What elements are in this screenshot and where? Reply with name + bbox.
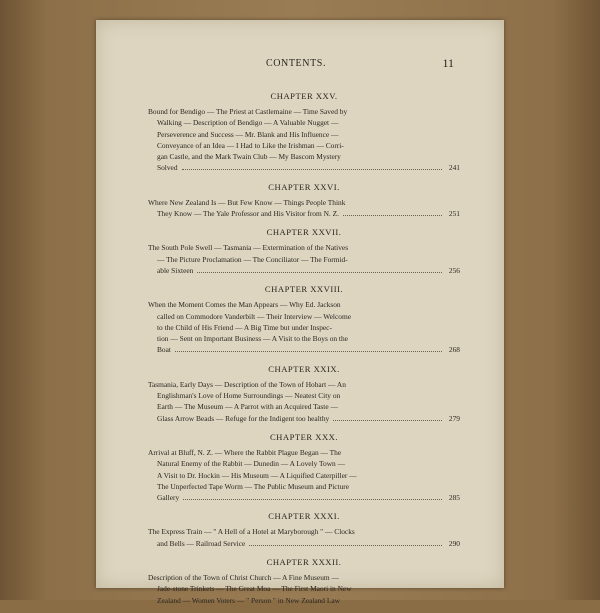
summary-line: and Bells — Railroad Service (157, 538, 246, 548)
chapter-heading: CHAPTER XXVII. (266, 227, 342, 238)
summary-line: Conveyance of an Idea — I Had to Like the Irishman — Corri- (157, 140, 344, 150)
summary-line: Description of the Town of Christ Church — A Fine Museum — (148, 573, 339, 583)
summary-last-line (157, 413, 460, 424)
contents-list (148, 90, 460, 613)
chapter-summary (148, 299, 460, 355)
summary-last-line (157, 265, 460, 276)
summary-line: Tasmania, Early Days — Description of the Town of Hobart — An (148, 379, 346, 389)
chapter-heading: CHAPTER XXX. (269, 431, 339, 442)
chapter-page-number: 256 (448, 265, 460, 275)
page-title: CONTENTS. (265, 58, 327, 69)
summary-line: to the Child of His Friend — A Big Time but under Inspec- (157, 322, 332, 332)
chapter-heading: CHAPTER XXVI. (268, 181, 340, 192)
chapter-entry (148, 363, 460, 424)
summary-last-line (157, 162, 460, 173)
chapter-page-number: 268 (448, 345, 460, 355)
chapter-entry (148, 90, 460, 174)
dot-leader (183, 498, 442, 500)
summary-line: Boat (157, 345, 171, 355)
summary-last-line (157, 344, 460, 355)
chapter-summary (148, 526, 460, 549)
book-page (96, 20, 504, 605)
summary-line: A Visit to Dr. Hockin — His Museum — A Liquified Caterpiller — (157, 470, 357, 480)
summary-line: The Express Train — " A Hell of a Hotel at Maryborough " — Clocks (148, 527, 355, 537)
chapter-entry (148, 556, 460, 606)
summary-line: Walking — Description of Bendigo — A Valuable Nugget — (157, 118, 339, 128)
chapter-summary (148, 242, 460, 276)
summary-line: Glass Arrow Beads — Refuge for the Indigent too healthy (157, 413, 330, 423)
chapter-heading: CHAPTER XXXII. (266, 557, 342, 568)
chapter-entry (148, 510, 460, 549)
chapter-summary (148, 572, 460, 606)
chapter-page-number: 251 (448, 209, 460, 219)
summary-line: Natural Enemy of the Rabbit — Dunedin — A Lovely Town — (157, 459, 345, 469)
chapter-summary (148, 197, 460, 220)
summary-line: Solved (157, 163, 178, 173)
summary-line: gan Castle, and the Mark Twain Club — My Bascom Mystery (157, 152, 341, 162)
dot-leader (249, 544, 442, 546)
chapter-page-number: 290 (448, 538, 460, 548)
summary-line: called on Commodore Vanderbilt — Their Interview — Welcome (157, 311, 351, 321)
dot-leader (197, 271, 442, 273)
summary-line: Gallery (157, 493, 180, 503)
summary-line: The Unperfected Tape Worm — The Public Museum and Picture (157, 481, 350, 491)
page-number: 11 (442, 56, 454, 70)
summary-line: Bound for Bendigo — The Priest at Castlemaine — Time Saved by (148, 107, 348, 116)
chapter-heading: CHAPTER XXVIII. (264, 284, 344, 295)
chapter-entry (148, 431, 460, 503)
chapter-heading: CHAPTER XXXI. (268, 511, 340, 522)
chapter-page-number: 241 (448, 163, 460, 173)
chapter-page-number: 279 (448, 413, 460, 423)
summary-line: Englishman's Love of Home Surroundings — Neatest City on (157, 391, 341, 401)
summary-line: Perseverence and Success — Mr. Blank and His Influence — (157, 129, 339, 139)
chapter-entry (148, 283, 460, 355)
dot-leader (333, 419, 442, 421)
summary-line: Jade-stone Trinkets — The Great Moa — The First Maori in New (157, 584, 352, 594)
summary-line: Where New Zealand Is — But Few Know — Things People Think (148, 197, 346, 207)
dot-leader (343, 214, 442, 216)
summary-last-line (157, 208, 460, 219)
summary-last-line (157, 492, 460, 503)
dot-leader (175, 350, 442, 352)
dot-leader (182, 168, 442, 170)
page-header (96, 58, 504, 74)
chapter-summary (148, 447, 460, 503)
summary-last-line (157, 538, 460, 549)
chapter-entry (148, 226, 460, 276)
chapter-entry (148, 181, 460, 220)
summary-line: able Sixteen (157, 265, 194, 275)
summary-line: The South Pole Swell — Tasmania — Extermination of the Natives (148, 243, 349, 253)
summary-line: Arrival at Bluff, N. Z. — Where the Rabbit Plague Began — The (148, 447, 342, 457)
summary-line: They Know — The Yale Professor and His Visitor from N. Z. (157, 209, 339, 219)
chapter-summary (148, 106, 460, 174)
summary-line: When the Moment Comes the Man Appears — Why Ed. Jackson (148, 300, 341, 310)
chapter-summary (148, 379, 460, 424)
chapter-heading: CHAPTER XXIX. (268, 363, 340, 374)
summary-line: Earth — The Museum — A Parrot with an Acquired Taste — (157, 402, 338, 412)
chapter-page-number: 285 (448, 493, 460, 503)
summary-line: tion — Sent on Important Business — A Visit to the Boys on the (157, 334, 348, 344)
chapter-heading: CHAPTER XXV. (270, 91, 338, 101)
summary-line: — The Picture Proclamation — The Conciliator — The Formid- (157, 254, 348, 264)
summary-line: Zealand — Women Voters — " Person " in New Zealand Law (157, 595, 340, 605)
